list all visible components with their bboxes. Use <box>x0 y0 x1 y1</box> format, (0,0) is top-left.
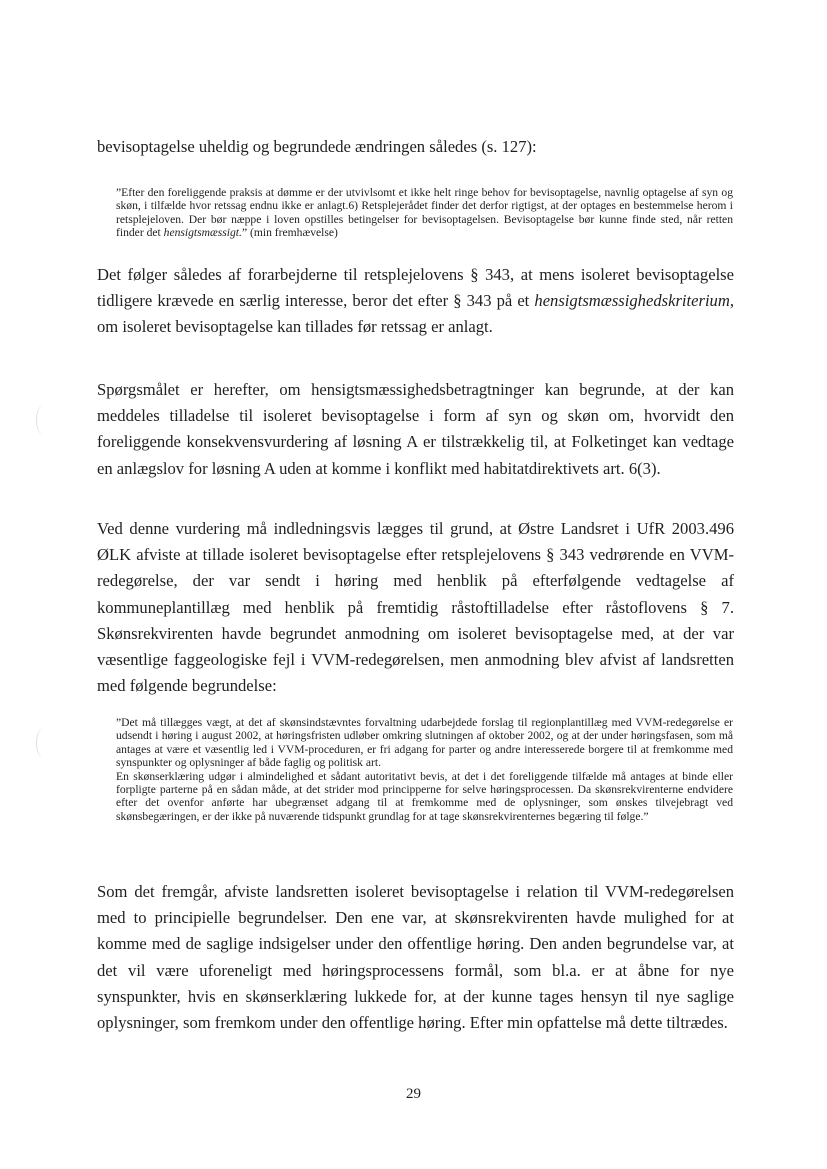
block-quote-preparatory-works <box>116 186 733 240</box>
page-number: 29 <box>406 1086 421 1102</box>
punch-hole-mark <box>36 405 51 435</box>
block-quote-court-reasoning <box>116 716 733 823</box>
quote-paragraph-2: En skønserklæring udgør i almindelighed et sådant autoritativt bevis, at det i det foreliggende tilfælde må antages at binde eller forpligte parterne på en sådan måde, at det strider mod principperne for selve høringsprocessen. Da skønsrekvirenterne endvidere efter det ovenfor anførte har ubegrænset adgang til at fremkomme med de oplysninger, som ønskes tilvejebragt ved skønsbegæringen, er der ikke på nuværende tidspunkt grundlag for at tage skønsrekvirenternes begæring til følge.” <box>116 769 733 823</box>
quote-suffix: ” (min fremhævelse) <box>241 226 338 240</box>
quote-text: ”Efter den foreliggende praksis at dømme er der utvivlsomt et ikke helt ringe behov for bevisoptagelse, navnlig optagelse af syn og skøn, i tilfælde hvor retssag endnu ikke er anlagt.6) Retsplejerådet finder det derfor rigtigst, at der optages en bestemmelse herom i retsplejeloven. Der bør næppe i loven opstilles betingelser for bevisoptagelsen. Bevisoptagelse bør kunne finde sted, når retten finder det <box>116 186 733 240</box>
paragraph-text: Det følger således af forarbejderne til retsplejelovens § 343, at mens isoleret bevisoptagelse tidligere krævede en særlig interesse, beror det efter § 343 på et <box>97 265 734 311</box>
paragraph-case-law: Ved denne vurdering må indledningsvis lægges til grund, at Østre Landsret i UfR 2003.496 ØLK afviste at tillade isoleret bevisoptagelse efter retsplejelovens § 343 vedrørende en VVM-redegørelse, der var sendt i høring med henblik på efterfølgende vedtagelse af kommuneplantillæg med henblik på fremtidig råstoftilladelse efter råstoflovens § 7. Skønsrekvirenten havde begrundet anmodning om isoleret bevisoptagelse med, at der var væsentlige faggeologiske fejl i VVM-redegørelsen, men anmodning blev afvist af landsretten med følgende begrundelse: <box>97 519 734 696</box>
paragraph-text-end: , om isoleret bevisoptagelse kan tillades før retssag er anlagt. <box>97 291 734 337</box>
paragraph-conclusion: Som det fremgår, afviste landsretten isoleret bevisoptagelse i relation til VVM-redegørelsen med to principielle begrundelser. Den ene var, at skønsrekvirenten havde mulighed for at komme med de saglige indsigelser under den offentlige høring. Den anden begrundelse var, at det vil være uforeneligt med høringsprocessens formål, som bl.a. er at åbne for nye synspunkter, hvis en skønserklæring lukkede for, at der kunne tages hensyn til nye saglige oplysninger, som fremkom under den offentlige høring. Efter min opfattelse må dette tiltrædes. <box>97 882 734 1033</box>
paragraph-question: Spørgsmålet er herefter, om hensigtsmæssighedsbetragtninger kan begrunde, at der kan meddeles tilladelse til isoleret bevisoptagelse i form af syn og skøn om, hvorvidt den foreliggende konsekvensvurdering af løsning A er tilstrækkelig til, at Folketinget kan vedtage en anlægslov for løsning A uden at komme i konflikt med habitatdirektivets art. 6(3). <box>97 380 734 478</box>
punch-hole-mark <box>36 728 51 758</box>
paragraph-criterion <box>97 262 734 341</box>
quote-paragraph-1: ”Det må tillægges vægt, at det af skønsindstævntes forvaltning udarbejdede forslag til regionplantillæg med VVM-redegørelse er udsendt i høring i august 2002, at høringsfristen udløber omkring slutningen af oktober 2002, og at der under høringsfasen, som må antages at være et væsentlig led i VVM-proceduren, er fri adgang for parter og andre interesserede borgere til at fremkomme med synspunkter og oplysninger af både faglig og politisk art. <box>116 716 733 770</box>
quote-emphasis: hensigtsmæssigt. <box>163 226 242 240</box>
emphasis-term: hensigtsmæssighedskriterium <box>534 291 730 311</box>
intro-paragraph: bevisoptagelse uheldig og begrundede ændringen således (s. 127): <box>97 137 537 156</box>
